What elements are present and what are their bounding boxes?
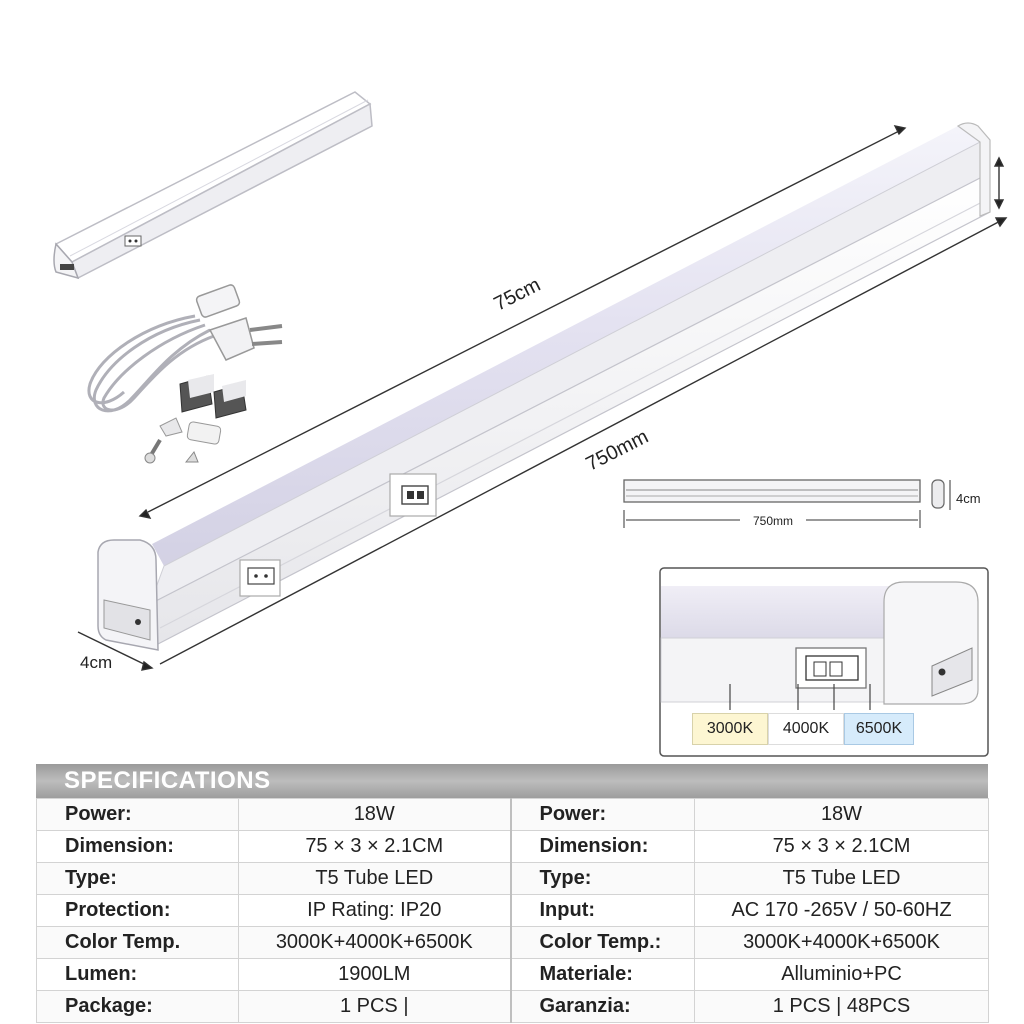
inset-length-label: 750mm xyxy=(752,514,794,528)
spec-value: 1 PCS | xyxy=(239,991,511,1023)
color-temp-3000k: 3000K xyxy=(692,713,768,745)
spec-value: 1 PCS | 48PCS xyxy=(695,991,989,1023)
spec-value: T5 Tube LED xyxy=(695,863,989,895)
width-cm-label: 4cm xyxy=(80,653,113,672)
plug-connector xyxy=(195,284,282,360)
spec-key: Input: xyxy=(511,895,695,927)
table-row xyxy=(37,895,989,927)
spec-value: IP Rating: IP20 xyxy=(239,895,511,927)
length-mm-label: 750mm xyxy=(582,425,652,476)
table-row xyxy=(37,799,989,831)
spec-key: Type: xyxy=(37,863,239,895)
table-row xyxy=(37,927,989,959)
small-light-bar xyxy=(54,92,372,278)
spec-key: Power: xyxy=(511,799,695,831)
table-row xyxy=(37,959,989,991)
spec-value: 75 × 3 × 2.1CM xyxy=(695,831,989,863)
spec-value: 3000K+4000K+6500K xyxy=(239,927,511,959)
spec-value: 75 × 3 × 2.1CM xyxy=(239,831,511,863)
spec-value: 3000K+4000K+6500K xyxy=(695,927,989,959)
spec-value: Alluminio+PC xyxy=(695,959,989,991)
spec-key: Protection: xyxy=(37,895,239,927)
spec-key: Garanzia: xyxy=(511,991,695,1023)
spec-value: 18W xyxy=(239,799,511,831)
spec-key: Dimension: xyxy=(511,831,695,863)
spec-key: Materiale: xyxy=(511,959,695,991)
length-cm-label: 75cm xyxy=(490,273,545,316)
spec-value: 1900LM xyxy=(239,959,511,991)
color-temp-4000k: 4000K xyxy=(768,713,844,745)
spec-key: Color Temp. xyxy=(37,927,239,959)
mounting-clips xyxy=(145,374,246,463)
table-row xyxy=(37,863,989,895)
spec-key: Color Temp.: xyxy=(511,927,695,959)
specifications-table xyxy=(36,764,988,1024)
spec-key: Lumen: xyxy=(37,959,239,991)
spec-key: Dimension: xyxy=(37,831,239,863)
spec-key: Type: xyxy=(511,863,695,895)
color-temp-6500k: 6500K xyxy=(844,713,914,745)
spec-key: Package: xyxy=(37,991,239,1023)
spec-value: AC 170 -265V / 50-60HZ xyxy=(695,895,989,927)
spec-grid xyxy=(36,798,989,1023)
table-row xyxy=(37,991,989,1023)
spec-value: T5 Tube LED xyxy=(239,863,511,895)
table-row xyxy=(37,831,989,863)
spec-value: 18W xyxy=(695,799,989,831)
inset-height-label: 4cm xyxy=(956,491,981,506)
spec-key: Power: xyxy=(37,799,239,831)
specifications-title: SPECIFICATIONS xyxy=(36,764,988,798)
